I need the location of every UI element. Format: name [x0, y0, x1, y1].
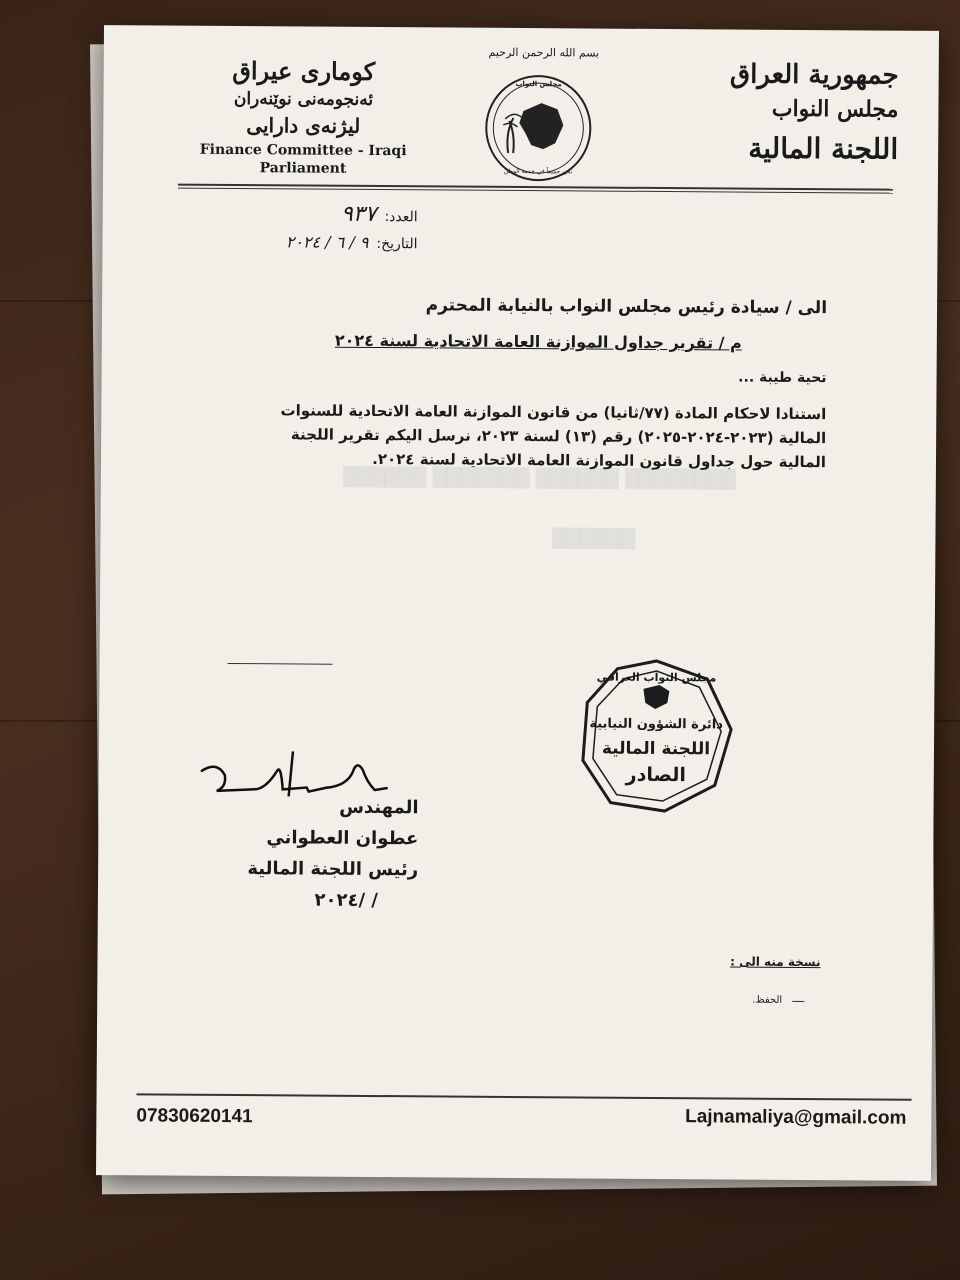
- copy-to-label: نسخة منه الى :: [730, 954, 821, 970]
- subject: م / تقرير جداول الموازنة العامة الاتحادية لسنة ٢٠٢٤: [334, 330, 742, 353]
- date-row: [197, 232, 417, 253]
- footer-rule: [137, 1093, 912, 1100]
- header-parliament: مجلس النواب: [771, 95, 899, 123]
- greeting: تحية طيبة ...: [738, 369, 827, 387]
- header-committee: اللجنة المالية: [748, 131, 899, 166]
- header-kurdish-1: كوماری عیراق: [232, 55, 376, 86]
- letter-body: استنادا لاحكام المادة (٧٧/ثانيا) من قانون الموازنة العامة الاتحادية للسنوات المالية (٢٠٢٣-٢٠٢٤-٢٠٢٥) رقم (١٣) لسنة ٢٠٢٣، نرسل اليكم تقرير اللجنة المالية حول جداول قانون الموازنة العامة الاتحادية لسنة ٢٠٢٤.: [280, 401, 827, 472]
- divider-short: [228, 663, 333, 665]
- signer-position: رئيس اللجنة المالية: [247, 858, 419, 881]
- stamp-ring-text: مجلس النواب العراقي: [596, 670, 717, 685]
- header-english-2: Parliament: [259, 160, 347, 177]
- letter-meta: [197, 201, 417, 259]
- recipient: الى / سيادة رئيس مجلس النواب بالنيابة المحترم: [425, 295, 828, 319]
- date-label: التاريخ:: [376, 236, 418, 253]
- signer-block: [218, 791, 419, 916]
- header-english-1: Finance Committee - Iraqi: [199, 141, 407, 160]
- basmala: بسم الله الرحمن الرحيم: [488, 45, 600, 60]
- stamp-outgoing: الصادر: [625, 763, 686, 787]
- copy-to-archive: الحفظ.: [752, 994, 783, 1006]
- signer-name: عطوان العطواني: [266, 827, 419, 850]
- signer-date: / /٢٠٢٤: [314, 889, 378, 912]
- header-republic: جمهورية العراق: [729, 59, 899, 91]
- header-kurdish-2: ئه‌نجومه‌نی نوێنه‌ران: [233, 89, 374, 110]
- footer-phone: 07830620141: [136, 1105, 253, 1128]
- stamp-dept: دائرة الشؤون النيابية: [589, 716, 724, 733]
- header-english: [183, 141, 423, 179]
- letter-page: [96, 25, 939, 1181]
- number-row: [198, 201, 418, 228]
- header-kurdish-english: [183, 56, 424, 179]
- signer-title: المهندس: [339, 796, 419, 819]
- logo-top-text: مجلس النواب: [515, 79, 562, 89]
- logo-bottom-text: نحن جميعاً في خدمة الوطن: [503, 167, 573, 176]
- number-value: ٩٣٧: [340, 201, 377, 228]
- header-kurdish-3: لیژنه‌ی دارایی: [246, 113, 361, 138]
- bleed-through: ████████ ██████ ███████ ██████: [343, 466, 736, 491]
- number-label: العدد:: [384, 209, 418, 226]
- footer-email: Lajnamaliya@gmail.com: [685, 1106, 907, 1129]
- stamp-committee: اللجنة المالية: [601, 738, 711, 760]
- bleed-through: ██████: [552, 528, 636, 550]
- copy-to-dash: [792, 1001, 804, 1002]
- date-value: ٩ / ٦ / ٢٠٢٤: [285, 232, 369, 252]
- header-arabic: [678, 59, 899, 166]
